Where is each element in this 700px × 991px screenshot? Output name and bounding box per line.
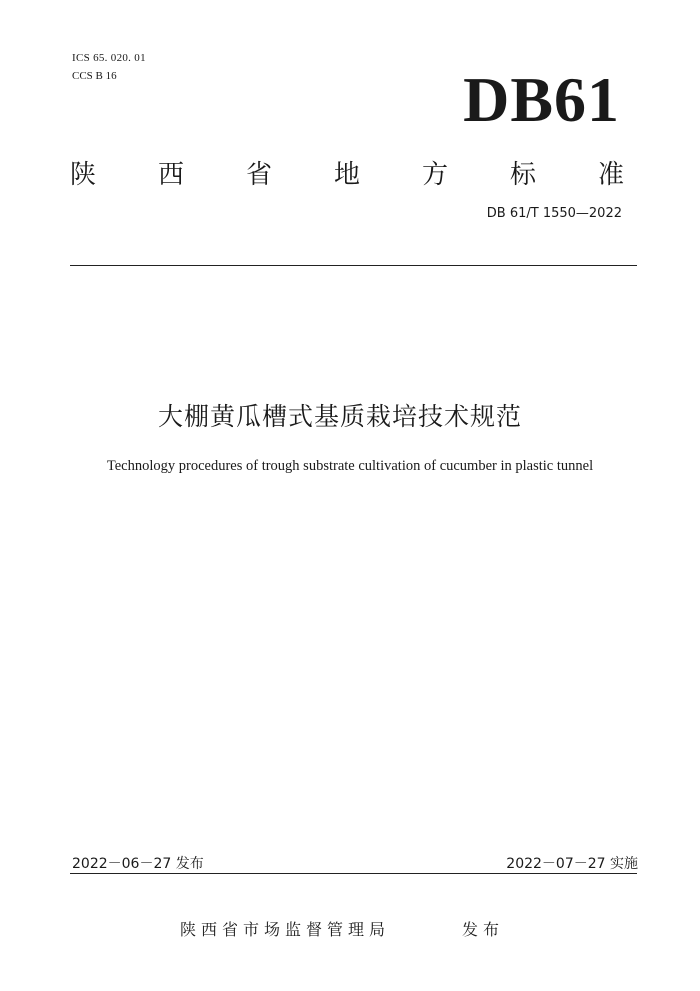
ccs-code: CCS B 16 [72, 70, 117, 82]
standard-type-char: 陕 [70, 160, 97, 190]
standard-type-char: 准 [598, 160, 625, 190]
issuing-authority: 陕西省市场监督管理局 [180, 920, 391, 939]
implementation-date: 2022－07－27 实施 [506, 856, 638, 872]
standard-type-char: 方 [422, 160, 449, 190]
standard-mark: DB61 [463, 64, 620, 135]
chinese-title: 大棚黄瓜槽式基质栽培技术规范 [157, 402, 522, 431]
standard-number: DB 61/T 1550—2022 [486, 206, 622, 221]
footer-divider [70, 873, 637, 874]
english-title: Technology procedures of trough substrate cultivation of cucumber in plastic tunnel [106, 458, 594, 474]
standard-type-char: 西 [158, 160, 185, 190]
standard-type-char: 地 [334, 160, 361, 190]
standard-type-char: 标 [510, 160, 537, 190]
header-divider [70, 265, 637, 266]
issue-label: 发布 [462, 920, 505, 939]
ics-code: ICS 65. 020. 01 [72, 52, 146, 64]
issue-date: 2022－06－27 发布 [72, 856, 204, 872]
standard-type-char: 省 [246, 160, 273, 190]
